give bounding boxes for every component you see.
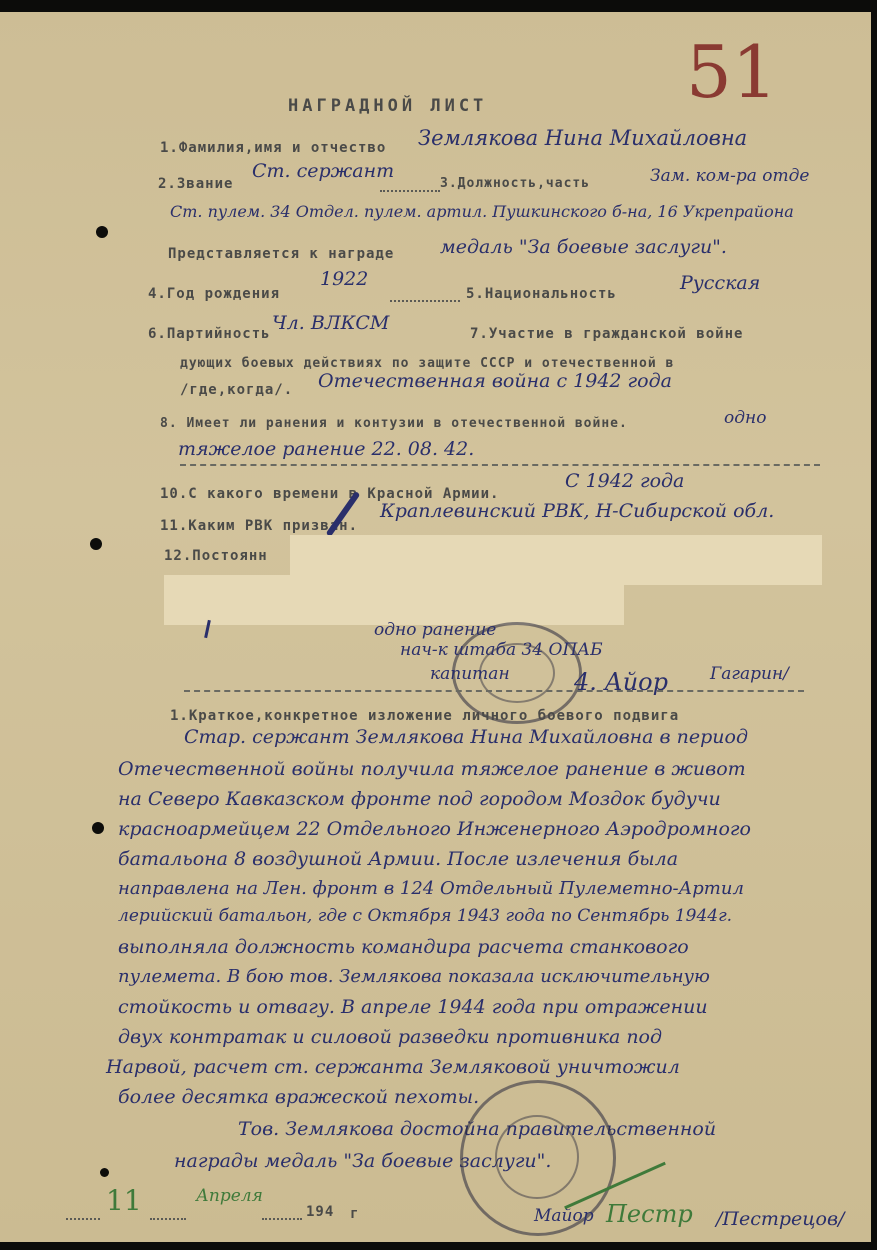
field-5-value: Русская	[680, 272, 761, 294]
body-line: стойкость и отвагу. В апреле 1944 года при отражении	[118, 996, 708, 1018]
conclusion-line: награды медаль "За боевые заслуги".	[174, 1150, 552, 1172]
field-6-value: Чл. ВЛКСМ	[272, 312, 390, 334]
field-4-value: 1922	[320, 268, 369, 290]
body-line: выполняла должность командира расчета станкового	[118, 936, 689, 958]
body-line: Стар. сержант Землякова Нина Михайловна в период	[184, 726, 748, 748]
margin-note-line2: нач-к штаба 34 ОПАБ	[400, 640, 603, 660]
fill-dots	[262, 1218, 302, 1220]
redaction-box	[164, 575, 624, 625]
body-line: двух контратак и силовой разведки противника под	[118, 1026, 663, 1048]
field-7-label-a: 7.Участие в гражданской войне	[470, 326, 744, 342]
field-2-value: Ст. сержант	[252, 160, 395, 182]
punch-hole	[100, 1168, 109, 1177]
field-12-label-a: 12.Постоянн	[164, 548, 268, 564]
field-3-value-a: Зам. ком-ра отде	[650, 166, 810, 186]
document-number: 51	[686, 30, 778, 114]
page-title: НАГРАДНОЙ ЛИСТ	[288, 96, 488, 116]
dashed-line	[180, 464, 820, 466]
scan-border-right	[871, 0, 877, 1250]
present-label: Представляется к награде	[168, 246, 395, 262]
commander-signature: Пестр	[606, 1200, 693, 1228]
field-6-label: 6.Партийность	[148, 326, 271, 342]
field-11-label: 11.Каким РВК призван.	[160, 518, 359, 534]
field-10-label: 10.С какого времени в Красной Армии.	[160, 486, 500, 502]
body-line: более десятка вражеской пехоты.	[118, 1086, 480, 1108]
field-1-value: Землякова Нина Михайловна	[418, 126, 748, 150]
section-1-label: 1.Краткое,конкретное изложение личного боевого подвига	[170, 708, 680, 724]
field-4-label: 4.Год рождения	[148, 286, 281, 302]
field-3-value-b: Ст. пулем. 34 Отдел. пулем. артил. Пушкинского б-на, 16 Укрепрайона	[170, 202, 794, 221]
margin-note-sign: Гагарин/	[710, 664, 789, 684]
field-2-label: 2.Звание	[158, 176, 234, 192]
body-line: направлена на Лен. фронт в 124 Отдельный Пулеметно-Артил	[118, 878, 744, 899]
field-5-label: 5.Национальность	[466, 286, 617, 302]
present-value: медаль "За боевые заслуги".	[440, 236, 727, 258]
dashed-line	[184, 690, 804, 692]
field-10-value: С 1942 года	[565, 470, 685, 492]
punch-hole	[92, 822, 104, 834]
field-8-label: 8. Имеет ли ранения и контузии в отечественной войне.	[160, 416, 628, 431]
fill-dots	[66, 1218, 100, 1220]
scan-border-bottom	[0, 1242, 877, 1250]
date-suffix: г	[350, 1206, 360, 1222]
fill-dots	[390, 300, 460, 302]
margin-note-line1: одно ранение	[374, 620, 497, 640]
punch-hole	[96, 226, 108, 238]
commander-rank: Майор	[534, 1206, 594, 1226]
field-1-label: 1.Фамилия,имя и отчество	[160, 140, 387, 156]
date-year: 194	[306, 1204, 335, 1220]
date-day: 11	[106, 1184, 142, 1217]
field-3-label: 3.Должность,часть	[440, 176, 591, 191]
body-line: Нарвой, расчет ст. сержанта Земляковой уничтожил	[106, 1056, 680, 1078]
commander-sign: /Пестрецов/	[716, 1208, 845, 1230]
body-line: лерийский батальон, где с Октября 1943 года по Сентябрь 1944г.	[118, 906, 733, 926]
body-line: Отечественной войны получила тяжелое ранение в живот	[118, 758, 746, 780]
punch-hole	[90, 538, 102, 550]
field-7-value: Отечественная война с 1942 года	[318, 370, 672, 392]
margin-note-signature: 4. Айор	[574, 668, 668, 696]
field-7-label-c: /где,когда/.	[180, 382, 294, 398]
date-month: Апреля	[196, 1186, 263, 1206]
fill-dots	[150, 1218, 186, 1220]
field-8-value-b: тяжелое ранение 22. 08. 42.	[178, 438, 475, 460]
body-line: красноармейцем 22 Отдельного Инженерного Аэродромного	[118, 818, 751, 840]
conclusion-line: Тов. Землякова достойна правительственной	[238, 1118, 717, 1140]
body-line: батальона 8 воздушной Армии. После излечения была	[118, 848, 679, 870]
fill-dots	[380, 190, 440, 192]
field-7-label-b: дующих боевых действиях по защите СССР и отечественной в	[180, 356, 675, 371]
field-8-value-a: одно	[724, 408, 767, 428]
field-11-value: Краплевинский РВК, Н-Сибирской обл.	[380, 500, 775, 522]
scan-border-top	[0, 0, 877, 12]
body-line: пулемета. В бою тов. Землякова показала исключительную	[118, 966, 710, 987]
margin-note-line3: капитан	[430, 664, 510, 684]
body-line: на Северо Кавказском фронте под городом Моздок будучи	[118, 788, 721, 810]
